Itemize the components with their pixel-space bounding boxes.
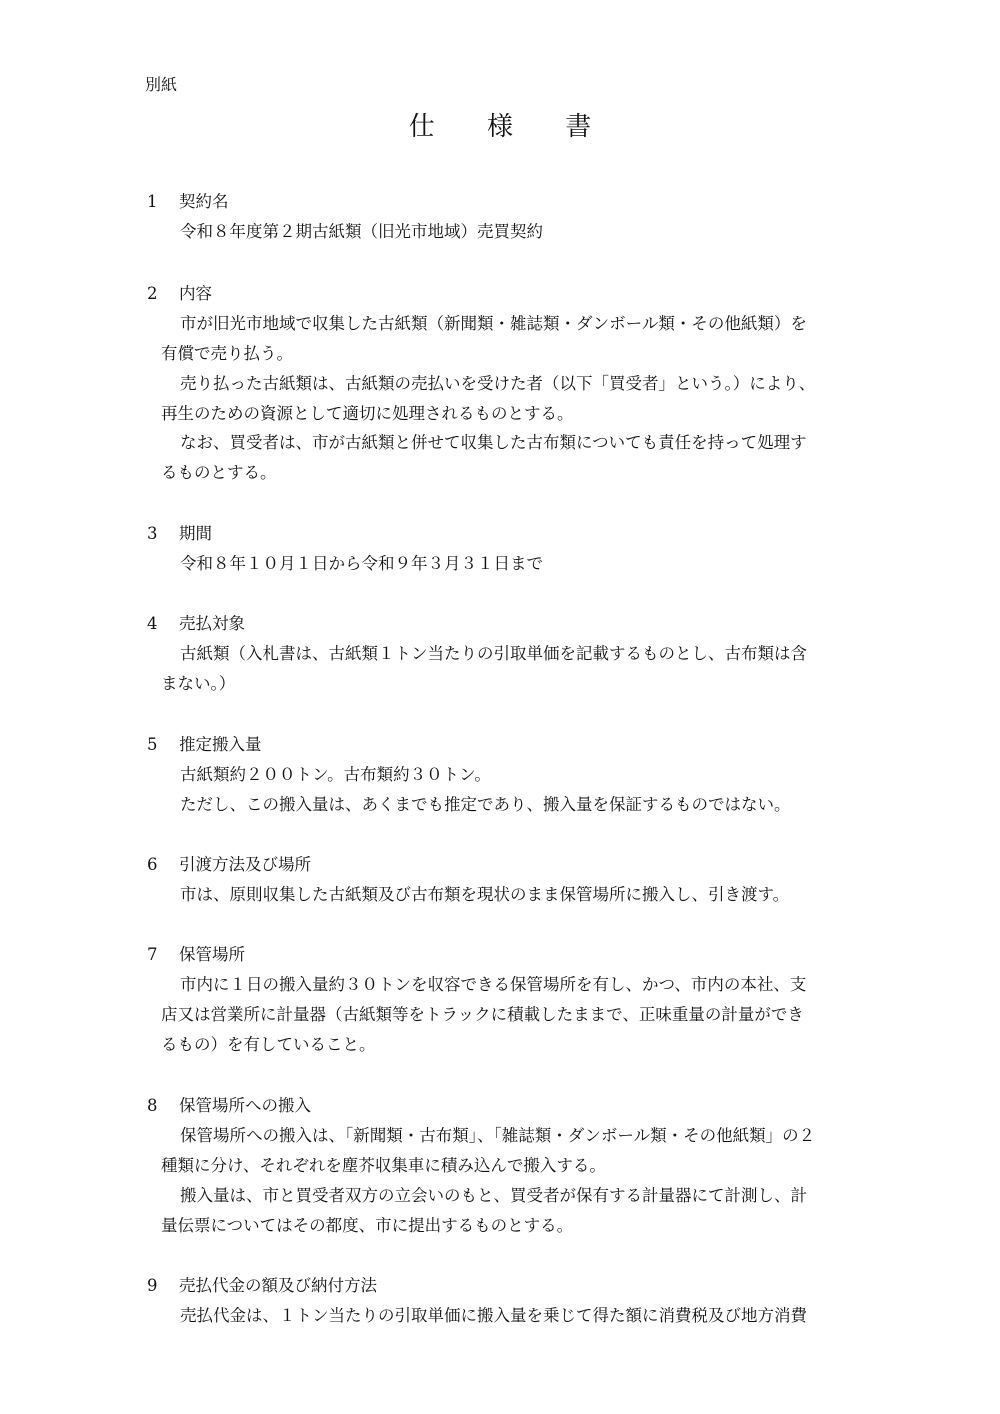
body-line: なお、買受者は、市が古紙類と併せて収集した古布類についても責任を持って処理す xyxy=(180,433,807,452)
section-heading xyxy=(147,280,212,304)
section-title: 期間 xyxy=(179,524,212,543)
body-line: まない。） xyxy=(161,674,236,693)
section-title: 売払対象 xyxy=(179,614,245,633)
body-line: 古紙類（入札書は、古紙類１トン当たりの引取単価を記載するものとし、古布類は含 xyxy=(180,644,807,663)
section-heading xyxy=(147,1272,377,1296)
section-heading xyxy=(147,1092,311,1116)
page-title: 仕 様 書 xyxy=(408,112,614,142)
section-title: 契約名 xyxy=(179,192,229,211)
section-heading xyxy=(147,941,245,965)
body-line: 量伝票についてはその都度、市に提出するものとする。 xyxy=(161,1216,574,1235)
body-line: 保管場所への搬入は、「新聞類・古布類」、「雑誌類・ダンボール類・その他紙類」の２ xyxy=(180,1126,816,1145)
section-heading xyxy=(147,610,245,634)
body-line: 令和８年度第２期古紙類（旧光市地域）売買契約 xyxy=(180,222,543,241)
section-number: 4 xyxy=(147,614,158,633)
section-number: 8 xyxy=(147,1096,158,1115)
body-line: ただし、この搬入量は、あくまでも推定であり、搬入量を保証するものではない。 xyxy=(180,795,791,814)
section-number: 6 xyxy=(147,855,158,874)
section-number: 9 xyxy=(147,1276,158,1295)
body-line: 市は、原則収集した古紙類及び古布類を現状のまま保管場所に搬入し、引き渡す。 xyxy=(180,885,790,904)
body-line: 売払代金は、１トン当たりの引取単価に搬入量を乗じて得た額に消費税及び地方消費 xyxy=(180,1306,807,1325)
body-line: 売り払った古紙類は、古紙類の売払いを受けた者（以下「買受者」という。）により、 xyxy=(180,374,816,393)
body-line: 市内に１日の搬入量約３０トンを収容できる保管場所を有し、かつ、市内の本社、支 xyxy=(180,975,807,994)
section-title: 保管場所 xyxy=(179,945,245,964)
attachment-label: 別紙 xyxy=(145,75,178,94)
body-line: 種類に分け、それぞれを塵芥収集車に積み込んで搬入する。 xyxy=(161,1156,606,1175)
body-line: 有償で売り払う。 xyxy=(161,344,293,363)
body-line: 再生のための資源として適切に処理されるものとする。 xyxy=(161,404,574,423)
body-line: 古紙類約２００トン。古布類約３０トン。 xyxy=(180,765,491,784)
body-line: るもの）を有していること。 xyxy=(161,1035,376,1054)
body-line: 店又は営業所に計量器（古紙類等をトラックに積載したままで、正味重量の計量ができ xyxy=(161,1005,804,1024)
body-line: 市が旧光市地域で収集した古紙類（新聞類・雑誌類・ダンボール類・その他紙類）を xyxy=(180,314,807,333)
body-line: 令和８年１０月１日から令和９年３月３１日まで xyxy=(180,554,543,573)
section-title: 保管場所への搬入 xyxy=(179,1096,311,1115)
section-number: 1 xyxy=(147,192,158,211)
section-heading xyxy=(147,731,262,755)
section-number: 7 xyxy=(147,945,158,964)
body-line: 搬入量は、市と買受者双方の立会いのもと、買受者が保有する計量器にて計測し、計 xyxy=(180,1186,807,1205)
section-number: 3 xyxy=(147,524,158,543)
section-title: 推定搬入量 xyxy=(179,735,262,754)
section-heading xyxy=(147,188,229,212)
section-title: 引渡方法及び場所 xyxy=(179,855,311,874)
section-title: 内容 xyxy=(179,284,212,303)
body-line: るものとする。 xyxy=(161,463,277,482)
section-number: 2 xyxy=(147,284,158,303)
section-heading xyxy=(147,851,311,875)
section-number: 5 xyxy=(147,735,158,754)
section-title: 売払代金の額及び納付方法 xyxy=(179,1276,377,1295)
section-heading xyxy=(147,520,212,544)
